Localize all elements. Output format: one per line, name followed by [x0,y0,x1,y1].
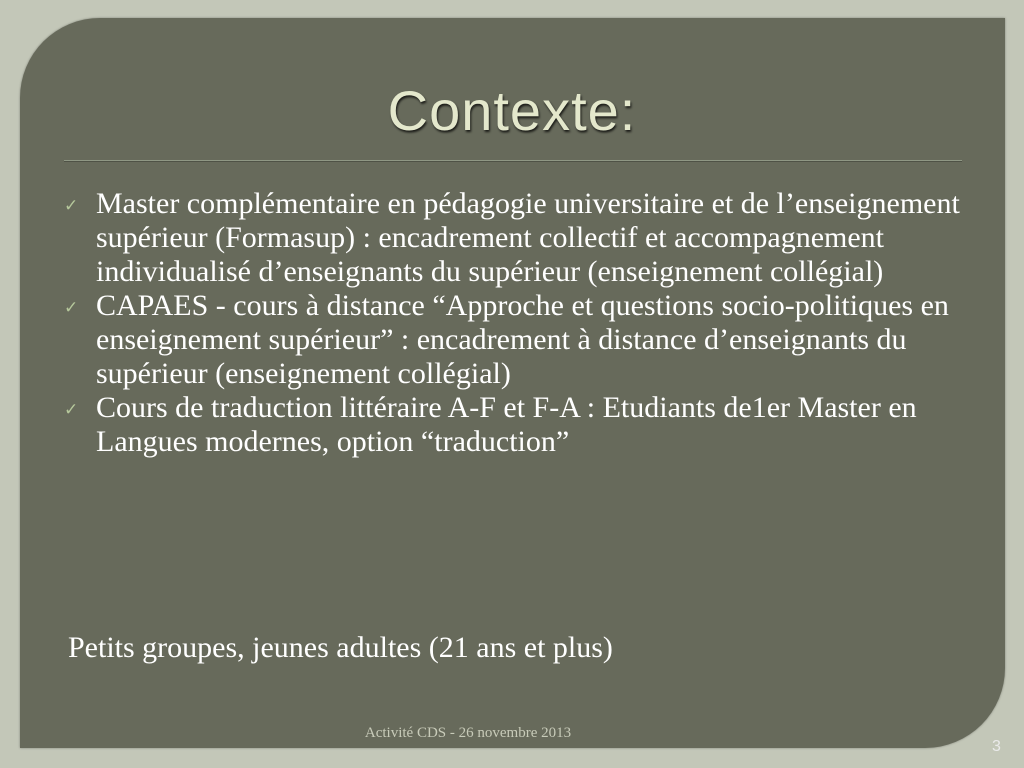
bullet-item-capaes [60,289,960,391]
bullet-text: Master complémentaire en pédagogie universitaire et de l’enseignement supérieur (Formasup) : encadrement collectif et accompagnement individualisé d’enseignants du supérieur (enseignement collégial) [96,187,960,288]
bullet-text: CAPAES - cours à distance “Approche et questions socio-politiques en enseignement supérieur” : encadrement à distance d’enseignants du supérieur (enseignement collégial) [96,289,949,390]
check-icon: ✓ [64,400,79,420]
check-icon: ✓ [64,298,79,318]
summary-text: Petits groupes, jeunes adultes (21 ans et plus) [68,631,613,664]
slide-footer: Activité CDS - 26 novembre 2013 [364,725,572,741]
bullet-item-traduction [60,391,960,459]
title-divider [64,160,962,162]
check-icon: ✓ [64,196,79,216]
bullet-list [60,187,960,459]
slide-title: Contexte: [387,79,637,142]
bullet-text: Cours de traduction littéraire A-F et F-A : Etudiants de1er Master en Langues modernes, option “traduction” [96,391,917,458]
page-number: 3 [992,738,1001,755]
bullet-item-formasup [60,187,960,289]
